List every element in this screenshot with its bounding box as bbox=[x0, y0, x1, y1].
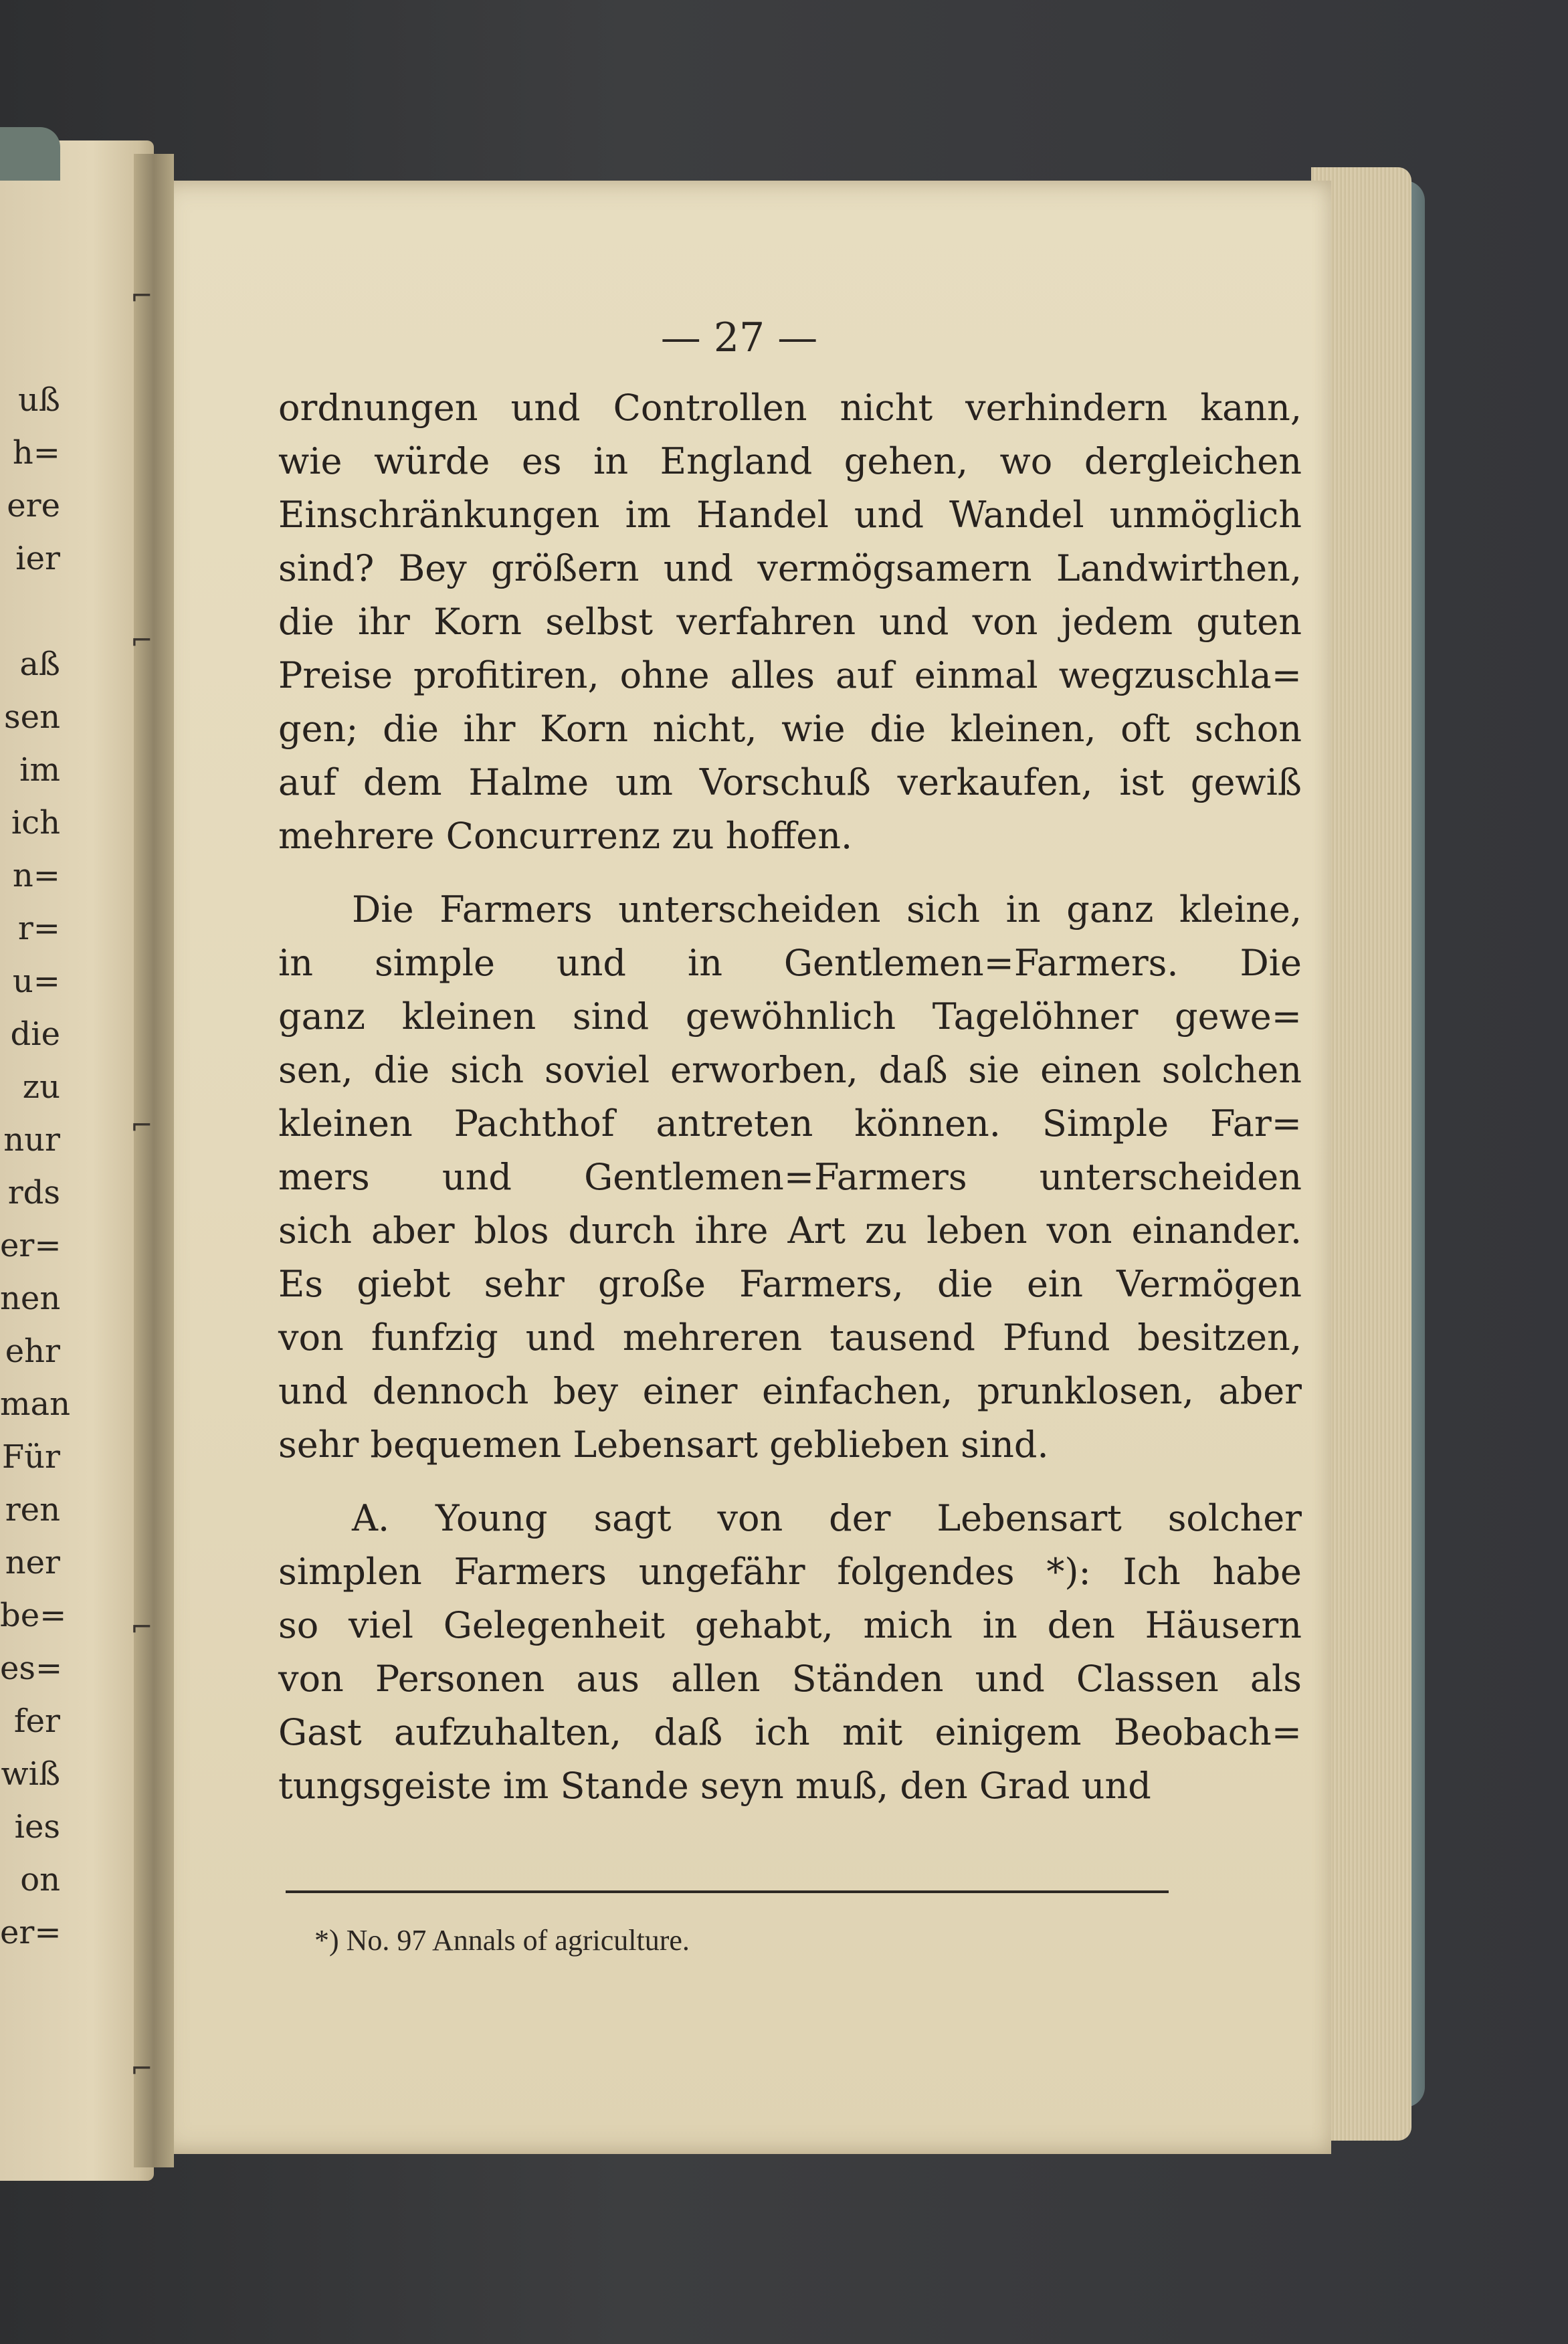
left-page-fragment: im bbox=[19, 751, 60, 789]
left-page-fragment: ere bbox=[7, 487, 60, 524]
margin-mark: ⌐ bbox=[130, 625, 153, 656]
page-number-header: — 27 — bbox=[660, 314, 818, 361]
paragraph bbox=[278, 381, 1302, 863]
left-page-fragment: er= bbox=[0, 1227, 62, 1264]
left-cover-corner bbox=[0, 127, 60, 181]
left-page-fragment: die bbox=[10, 1015, 60, 1053]
left-page-fragment: er= bbox=[0, 1914, 62, 1951]
text-line: sind? Bey größern und vermögsamern Landwirthen, bbox=[278, 547, 1302, 589]
right-page bbox=[147, 181, 1331, 2154]
text-line: sehr bequemen Lebensart geblieben sind. bbox=[278, 1424, 1049, 1466]
left-page-fragment: fer bbox=[13, 1702, 60, 1740]
text-line: von funfzig und mehreren tausend Pfund besitzen, bbox=[278, 1316, 1302, 1359]
left-page-fragment: zu bbox=[22, 1068, 60, 1106]
left-page-fragment: man bbox=[0, 1385, 71, 1423]
text-line: Preise profitiren, ohne alles auf einmal wegzuschla= bbox=[278, 654, 1302, 696]
left-page-fragment: r= bbox=[17, 910, 60, 947]
margin-mark: ⌐ bbox=[130, 2054, 153, 2084]
text-line: gen; die ihr Korn nicht, wie die kleinen, oft schon bbox=[278, 708, 1302, 750]
left-page-fragment: ehr bbox=[5, 1333, 60, 1370]
text-line: so viel Gelegenheit gehabt, mich in den Häusern bbox=[278, 1604, 1302, 1646]
left-page-fragment: on bbox=[20, 1861, 60, 1898]
book-gutter bbox=[134, 154, 174, 2167]
text-line: sich aber blos durch ihre Art zu leben von einander. bbox=[278, 1209, 1302, 1252]
text-line: die ihr Korn selbst verfahren und von jedem guten bbox=[278, 601, 1302, 643]
left-page-fragment: be= bbox=[0, 1597, 67, 1634]
text-line: mers und Gentlemen=Farmers unterscheiden bbox=[278, 1156, 1302, 1198]
paragraph bbox=[278, 1492, 1302, 1813]
text-line: Einschränkungen im Handel und Wandel unmöglich bbox=[278, 494, 1302, 536]
left-page-fragment: nen bbox=[0, 1280, 61, 1317]
text-line: auf dem Halme um Vorschuß verkaufen, ist gewiß bbox=[278, 761, 1302, 803]
left-page-fragment: aß bbox=[19, 646, 60, 683]
text-line: in simple und in Gentlemen=Farmers. Die bbox=[278, 942, 1302, 984]
left-page-fragment: u= bbox=[12, 963, 60, 1000]
margin-mark: ⌐ bbox=[130, 1612, 153, 1643]
paragraph bbox=[278, 883, 1302, 1472]
left-page-fragment: h= bbox=[12, 434, 60, 472]
left-page-fragment: n= bbox=[12, 857, 60, 894]
left-page-fragment: ich bbox=[11, 804, 60, 842]
left-page-fragment: wiß bbox=[1, 1755, 60, 1793]
left-page-fragment: nur bbox=[3, 1121, 60, 1159]
text-line: von Personen aus allen Ständen und Classen als bbox=[278, 1658, 1302, 1700]
text-line: ordnungen und Controllen nicht verhindern kann, bbox=[278, 387, 1302, 429]
footnote-rule bbox=[286, 1890, 1169, 1893]
text-line: ganz kleinen sind gewöhnlich Tagelöhner gewe= bbox=[278, 995, 1302, 1038]
left-page-fragment: ren bbox=[5, 1491, 60, 1529]
text-line: und dennoch bey einer einfachen, prunklosen, aber bbox=[278, 1370, 1302, 1412]
left-page-fragment: ner bbox=[5, 1544, 60, 1581]
left-page-fragment: Für bbox=[1, 1438, 60, 1476]
text-line: sen, die sich soviel erworben, daß sie einen solchen bbox=[278, 1049, 1302, 1091]
text-line: Die Farmers unterscheiden sich in ganz kleine, bbox=[352, 888, 1302, 931]
text-line: kleinen Pachthof antreten können. Simple Far= bbox=[278, 1102, 1302, 1145]
left-page-fragment: rds bbox=[7, 1174, 60, 1211]
left-page-fragment: ies bbox=[14, 1808, 60, 1846]
left-page-fragment: sen bbox=[4, 698, 60, 736]
left-page-fragment: es= bbox=[0, 1650, 63, 1687]
text-line: Es giebt sehr große Farmers, die ein Vermögen bbox=[278, 1263, 1302, 1305]
body-text bbox=[278, 381, 1302, 1833]
margin-mark: ⌐ bbox=[130, 281, 153, 312]
text-line: A. Young sagt von der Lebensart solcher bbox=[352, 1497, 1302, 1539]
left-page-fragment: uß bbox=[18, 381, 60, 419]
text-line: wie würde es in England gehen, wo dergleichen bbox=[278, 440, 1302, 482]
text-line: tungsgeiste im Stande seyn muß, den Grad und bbox=[278, 1765, 1151, 1807]
footnote: *) No. 97 Annals of agriculture. bbox=[314, 1924, 690, 1957]
margin-mark: ⌐ bbox=[130, 1110, 153, 1141]
text-line: simplen Farmers ungefähr folgendes *): Ich habe bbox=[278, 1551, 1302, 1593]
text-line: Gast aufzuhalten, daß ich mit einigem Beobach= bbox=[278, 1711, 1302, 1753]
text-line: mehrere Concurrenz zu hoffen. bbox=[278, 815, 853, 857]
left-page-fragment: ier bbox=[15, 540, 60, 577]
